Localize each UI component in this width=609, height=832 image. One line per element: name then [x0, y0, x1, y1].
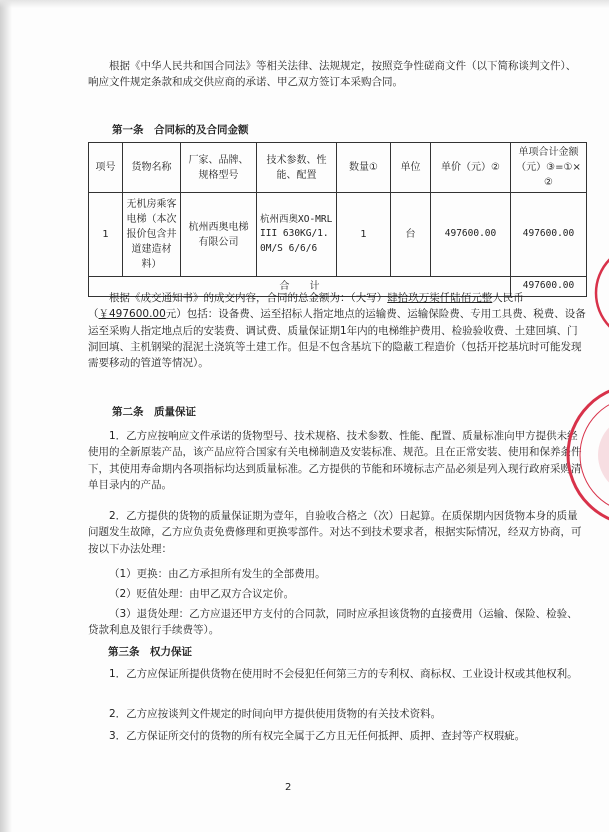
cell-price: 497600.00	[431, 193, 511, 277]
cell-subtotal: 497600.00	[511, 193, 587, 277]
table-row	[89, 193, 587, 277]
rights-para-3: 3．乙方保证所交付的货物的所有权完全属于乙方且无任何抵押、质押、查封等产权瑕疵。	[109, 730, 526, 742]
amount-suffix: 元）包括：设备费、运至招标人指定地点的运输费、运输保险费、专用工具费、税费、设备运至采购人指定地点后的安装费、调试费、质量保证期1年内的电梯维护费用、检验验收费、土建回填、门洞回填、主机钢梁的混泥土浇筑等土建工作。但是不包含基坑下的隐蔽工程造价（包括开挖基坑时可能发现需要移动的管道等情况）。	[88, 308, 586, 370]
header-maker: 厂家、品牌、规格型号	[181, 143, 257, 193]
quality-option-3: （3）退货处理：乙方应退还甲方支付的合同款，同时应承担该货物的直接费用（运输、保险、检验、贷款利息及银行手续费等）。	[88, 608, 578, 637]
amount-prefix: 根据《成交通知书》的成交内容，合同的总金额为：（大写）	[109, 292, 388, 304]
official-seal-icon	[558, 365, 609, 555]
header-qty: 数量①	[337, 143, 391, 193]
cell-spec: 杭州西奥XO-MRLIII 630KG/1.0M/S 6/6/6	[257, 193, 337, 277]
intro-paragraph: 根据《中华人民共和国合同法》等相关法律、法规规定，按照竞争性磋商文件（以下简称谈判文件）、响应文件规定条款和成交供应商的承诺、甲乙双方签订本采购合同。	[88, 60, 577, 89]
header-name: 货物名称	[123, 143, 181, 193]
quality-option-2: （2）贬值处理：由甲乙双方合议定价。	[109, 588, 295, 600]
contract-table	[88, 142, 587, 297]
quality-para-1: 1．乙方应按响应文件承诺的货物型号、技术规格、技术参数、性能、配置、质量标准向甲方提供未经使用的全新原装产品，该产品应符合国家有关电梯制造及安装标准、规范。且在正常安装、使用和保养条件下，其使用寿命期内各项指标均达到质量标准。乙方提供的节能和环境标志产品必须是列入现行政府采购清单目录内的产品。	[88, 430, 582, 491]
cell-qty: 1	[337, 193, 391, 277]
header-no: 项号	[89, 143, 123, 193]
quality-option-1: （1）更换：由乙方承担所有发生的全部费用。	[109, 568, 326, 580]
amount-numeric: ￥497600.00	[98, 308, 166, 321]
header-spec: 技术参数、性能、配置	[257, 143, 337, 193]
rights-para-1: 1．乙方应保证所提供货物在使用时不会侵犯任何第三方的专利权、商标权、工业设计权或其他权利。	[109, 668, 578, 680]
scan-top-shadow	[0, 0, 609, 8]
partial-seal-icon	[574, 238, 609, 348]
amount-paragraph	[88, 290, 588, 371]
cell-no: 1	[89, 193, 123, 277]
scan-edge-shadow	[0, 0, 12, 832]
table-header-row	[89, 143, 587, 193]
amount-uppercase: 肆拾玖万柒仟陆佰元整	[387, 292, 493, 304]
total-label: 合 计	[89, 277, 511, 297]
seal-fill	[598, 415, 609, 495]
total-value: 497600.00	[511, 277, 587, 297]
rights-para-2: 2．乙方应按谈判文件规定的时间向甲方提供使用货物的有关技术资料。	[109, 708, 442, 720]
section1-title: 第一条 合同标的及合同金额	[112, 124, 249, 136]
header-subtotal: 单项合计金额（元）③=①×②	[511, 143, 587, 193]
header-unit: 单位	[391, 143, 431, 193]
cell-unit: 台	[391, 193, 431, 277]
cell-name: 无机房乘客电梯（本次报价包含井道建造材料）	[123, 193, 181, 277]
cell-maker: 杭州西奥电梯有限公司	[181, 193, 257, 277]
page-number: 2	[285, 782, 292, 793]
amount-mid: 人民币（	[88, 292, 524, 321]
section2-title: 第二条 质量保证	[112, 406, 196, 418]
section3-title: 第三条 权力保证	[108, 646, 192, 658]
seal-ring-top	[596, 245, 609, 341]
header-price: 单价（元）②	[431, 143, 511, 193]
quality-para-2: 2．乙方提供的货物的质量保证期为壹年，自验收合格之（次）日起算。在质保期内因货物本身的质量问题发生故障，乙方应负责免费修理和更换零部件。对达不到技术要求者，根据实际情况，经双方协商，可按以下办法处理：	[88, 510, 582, 555]
